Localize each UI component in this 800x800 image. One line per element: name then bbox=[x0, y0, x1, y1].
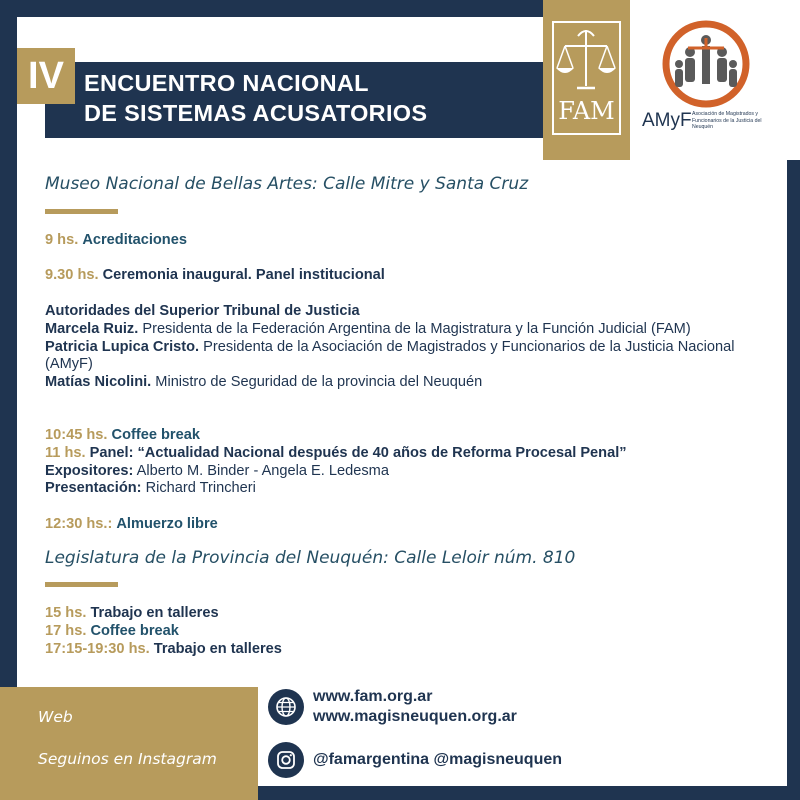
speaker-name: Marcela Ruiz. bbox=[45, 320, 139, 337]
expositores-label: Expositores: bbox=[45, 462, 134, 479]
divider-1 bbox=[45, 209, 118, 214]
web-label: Web bbox=[38, 708, 73, 726]
presentacion-value: Richard Trincheri bbox=[145, 480, 256, 497]
instagram-icon bbox=[268, 742, 304, 778]
time: 17:15-19:30 hs. bbox=[45, 640, 150, 657]
divider-2 bbox=[45, 582, 118, 587]
schedule-item-talleres-2 bbox=[45, 641, 775, 659]
frame-left-bar bbox=[0, 0, 17, 690]
fam-logo bbox=[543, 0, 630, 160]
event-label: Trabajo en talleres bbox=[153, 640, 282, 657]
instagram-handles[interactable]: @famargentina @magisneuquen bbox=[313, 751, 563, 768]
edition-number-badge bbox=[17, 48, 75, 104]
time: 9.30 hs. bbox=[45, 267, 99, 283]
link-magis[interactable]: www.magisneuquen.org.ar bbox=[313, 708, 517, 725]
event-label: Ceremonia inaugural. Panel institucional bbox=[102, 267, 385, 283]
event-label: Almuerzo libre bbox=[116, 516, 218, 532]
presentacion-label: Presentación: bbox=[45, 480, 142, 497]
schedule-item-panel bbox=[45, 445, 775, 463]
schedule-item-coffee bbox=[45, 427, 775, 445]
afternoon-block bbox=[45, 427, 775, 498]
event-label: Acreditaciones bbox=[82, 232, 187, 248]
speaker-name: Patricia Lupica Cristo. bbox=[45, 338, 200, 355]
schedule-item-acreditaciones bbox=[45, 232, 775, 250]
footer-gold-panel bbox=[0, 687, 258, 800]
instagram-label: Seguinos en Instagram bbox=[38, 750, 217, 768]
event-label: Coffee break bbox=[90, 622, 179, 639]
edition-number: IV bbox=[28, 54, 64, 97]
schedule-item-ceremonia bbox=[45, 267, 775, 285]
time: 10:45 hs. bbox=[45, 427, 108, 443]
time: 9 hs. bbox=[45, 232, 79, 248]
event-title bbox=[84, 68, 544, 128]
time: 12:30 hs.: bbox=[45, 516, 113, 532]
schedule-item-almuerzo bbox=[45, 516, 775, 534]
amyf-people-icon bbox=[660, 18, 752, 110]
link-fam[interactable]: www.fam.org.ar bbox=[313, 688, 433, 705]
time: 15 hs. bbox=[45, 605, 87, 621]
event-title-line1: ENCUENTRO NACIONAL bbox=[84, 70, 369, 96]
autoridades-heading: Autoridades del Superior Tribunal de Justicia bbox=[45, 303, 360, 319]
web-links bbox=[313, 687, 517, 727]
amyf-logo bbox=[660, 18, 752, 110]
footer-bottom-bar bbox=[258, 786, 787, 800]
time: 11 hs. bbox=[45, 444, 86, 461]
event-label: Coffee break bbox=[111, 427, 200, 443]
speakers-block bbox=[45, 303, 775, 392]
venue-2: Legislatura de la Provincia del Neuquén: Calle Leloir núm. 810 bbox=[45, 548, 576, 568]
globe-icon bbox=[268, 689, 304, 725]
event-label: Panel: “Actualidad Nacional después de 40 años de Reforma Procesal Penal” bbox=[89, 444, 627, 461]
presentacion bbox=[45, 480, 775, 498]
speaker-role: Presidenta de la Federación Argentina de la Magistratura y la Función Judicial (FAM) bbox=[142, 320, 691, 337]
frame-top-bar bbox=[0, 0, 545, 17]
expositores bbox=[45, 463, 775, 481]
frame-right-bar bbox=[787, 160, 800, 800]
time: 17 hs. bbox=[45, 622, 87, 639]
venue-1: Museo Nacional de Bellas Artes: Calle Mitre y Santa Cruz bbox=[45, 174, 529, 194]
schedule-block-2 bbox=[45, 605, 775, 658]
speaker-2 bbox=[45, 339, 775, 375]
speaker-role: Ministro de Seguridad de la provincia del Neuquén bbox=[155, 374, 483, 391]
speaker-1 bbox=[45, 321, 775, 339]
schedule-item-talleres-1 bbox=[45, 605, 775, 623]
speaker-role: Presidenta de la Asociación de Magistrados y Funcionarios de la Justicia Nacional (AMyF) bbox=[45, 338, 735, 373]
amyf-name: AMyF bbox=[642, 110, 692, 131]
frame-top-gap bbox=[17, 17, 545, 48]
speaker-3 bbox=[45, 374, 775, 392]
speaker-name: Matías Nicolini. bbox=[45, 374, 152, 391]
schedule-item-coffee-2 bbox=[45, 623, 775, 641]
fam-scales-icon bbox=[543, 0, 630, 160]
event-label: Trabajo en talleres bbox=[90, 605, 219, 621]
amyf-subtitle: Asociación de Magistrados y Funcionarios de la Justicia del Neuquén bbox=[692, 111, 762, 130]
expositores-value: Alberto M. Binder - Angela E. Ledesma bbox=[136, 462, 389, 479]
fam-logo-text: FAM bbox=[558, 97, 615, 125]
event-title-line2: DE SISTEMAS ACUSATORIOS bbox=[84, 100, 428, 126]
